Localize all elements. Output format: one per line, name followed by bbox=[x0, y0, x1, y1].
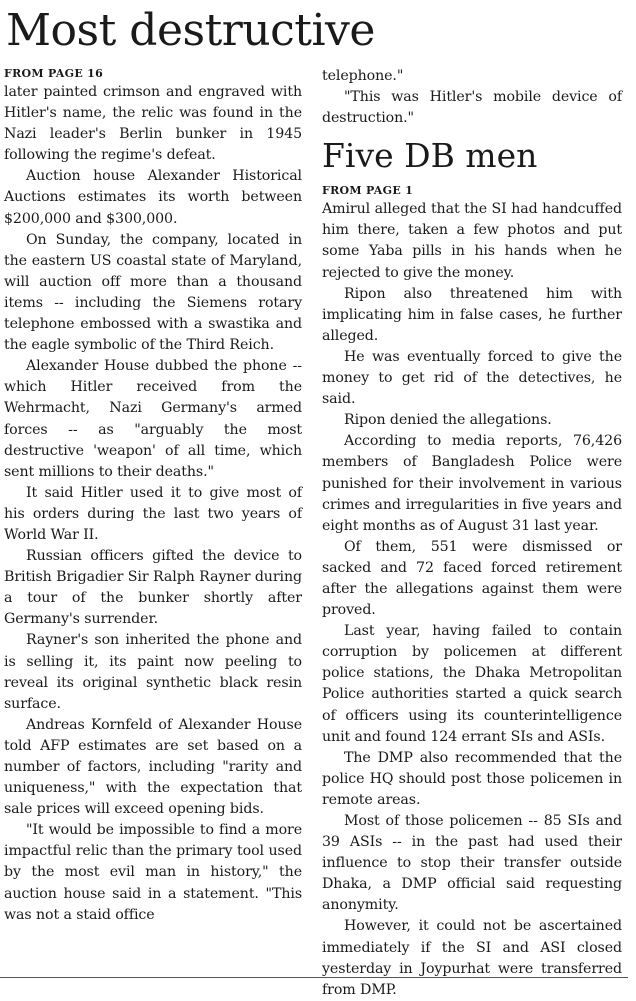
article1-paragraph: Rayner's son inherited the phone and is selling it, its paint now peeling to reveal its original synthetic black resin surface. bbox=[4, 632, 302, 712]
article1-continued-paragraph: "This was Hitler's mobile device of destruction." bbox=[322, 89, 622, 127]
article2-paragraph: Of them, 551 were dismissed or sacked and 72 faced forced retirement after the allegations against them were proved. bbox=[322, 538, 622, 619]
article1-paragraph: Russian officers gifted the device to British Brigadier Sir Ralph Rayner during a tour of the bunker shortly after Germany's surrender. bbox=[4, 548, 302, 628]
article2-paragraph: Most of those policemen -- 85 SIs and 39 ASIs -- in the past had used their influence to stop their transfer outside Dhaka, a DMP official said requesting anonymity. bbox=[322, 813, 622, 914]
article1-paragraph: On Sunday, the company, located in the eastern US coastal state of Maryland, will auction off more than a thousand items -- including the Siemens rotary telephone embossed with a swastika and the eagle symbolic of the Third Reich. bbox=[4, 231, 302, 354]
article1-paragraph: "It would be impossible to find a more impactful relic than the primary tool used by the most evil man in history," the auction house said in a statement. "This was not a staid office bbox=[4, 822, 302, 923]
article2-paragraph: Ripon also threatened him with implicating him in false cases, he further alleged. bbox=[322, 285, 622, 344]
article2-paragraph: Amirul alleged that the SI had handcuffed him there, taken a few photos and put some Yaba pills in his hands when he rejected to give the money. bbox=[322, 201, 622, 281]
article1-paragraph: It said Hitler used it to give most of his orders during the last two years of World War II. bbox=[4, 484, 302, 543]
headline-five-db-men: Five DB men bbox=[322, 136, 538, 176]
article1-continuation bbox=[322, 66, 622, 129]
article2-paragraph: According to media reports, 76,426 members of Bangladesh Police were punished for their involvement in various crimes and irregularities in five years and eight months as of August 31 last year. bbox=[322, 433, 622, 534]
article2-paragraph: Ripon denied the allegations. bbox=[344, 412, 552, 429]
bottom-rule bbox=[0, 977, 628, 978]
article2-body bbox=[322, 199, 622, 1001]
article1-continued-paragraph: telephone." bbox=[322, 68, 404, 84]
right-column bbox=[322, 66, 622, 1001]
article1-paragraph: Andreas Kornfeld of Alexander House told AFP estimates are set based on a number of factors, including "rarity and uniqueness," with the expectation that sale prices will exceed opening bids. bbox=[4, 716, 302, 818]
article1-body bbox=[4, 82, 302, 926]
article2-paragraph: He was eventually forced to give the money to get rid of the detectives, he said. bbox=[322, 348, 622, 408]
article1-paragraph: later painted crimson and engraved with Hitler's name, the relic was found in the Nazi leader's Berlin bunker in 1945 following the regime's defeat. bbox=[4, 84, 302, 164]
article2-paragraph: Last year, having failed to contain corruption by policemen at different police stations, the Dhaka Metropolitan Police authorities started a quick search of officers using its counterintelligence unit and found 124 errant SIs and ASIs. bbox=[322, 623, 622, 745]
article1-paragraph: Alexander House dubbed the phone -- which Hitler received from the Wehrmacht, Nazi Germany's armed forces -- as "arguably the most destructive 'weapon' of all time, which sent millions to their deaths." bbox=[4, 358, 302, 480]
left-column bbox=[4, 66, 302, 926]
kicker-from-page-1: FROM PAGE 1 bbox=[322, 184, 414, 198]
article2-paragraph: The DMP also recommended that the police HQ should post those policemen in remote areas. bbox=[322, 749, 622, 808]
article1-paragraph: Auction house Alexander Historical Auctions estimates its worth between $200,000 and $300,000. bbox=[4, 168, 302, 227]
headline-most-destructive: Most destructive bbox=[6, 5, 375, 56]
article2-paragraph: However, it could not be ascertained immediately if the SI and ASI closed yesterday in Joypurhat were transferred from DMP. bbox=[322, 918, 622, 998]
kicker-from-page-16: FROM PAGE 16 bbox=[4, 67, 104, 80]
